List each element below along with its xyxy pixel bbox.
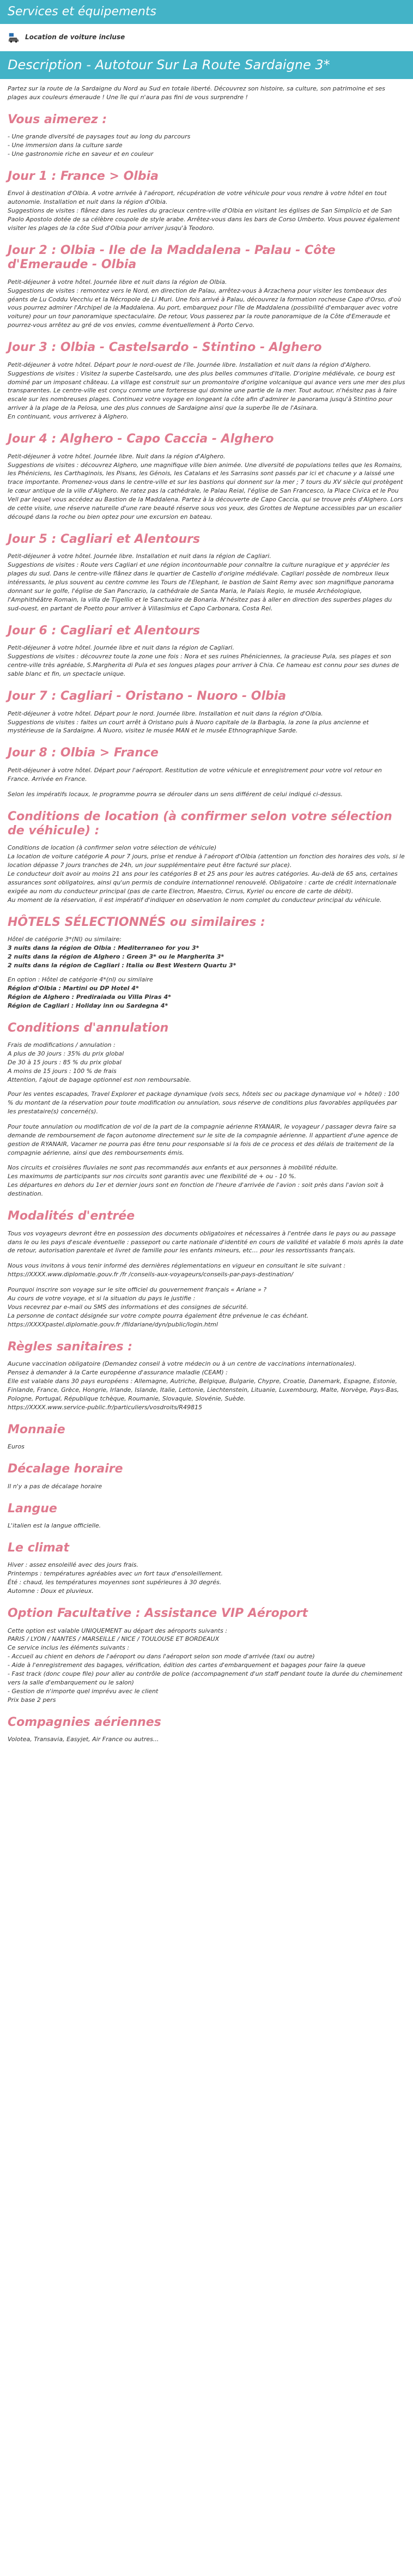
day-text: Petit-déjeuner à votre hôtel. Départ pour l'aéroport. Restitution de votre véhicule et enregistrement pour votre vol retour en France. Arrivée en France. [8,766,384,783]
cancellation-line: Attention, l'ajout de bagage optionnel est non remboursable. [8,1076,191,1083]
cancellation-fees [8,1041,405,1084]
hotels-option-list [8,975,405,1010]
hotel-line: En option : Hôtel de catégorie 4*(nl) ou similaire [8,976,153,984]
hotel-line: Région d'Olbia : Martini ou DP Hotel 4* [8,985,139,992]
cancellation-line: De 30 à 15 jours : 85 % du prix global [8,1059,122,1066]
assistance-title: Option Facultative : Assistance VIP Aéroport [8,1607,308,1621]
description-bar: Description - Autotour Sur La Route Sardaigne 3* [0,51,413,79]
sanitaires-para: Aucune vaccination obligatoire (Demandez conseil à votre médecin ou à un centre de vaccinations internationales). Pensez à demander à la Carte européenne d'assurance maladie (CEAM) : Elle est valable dans 30 pays européens : Allemagne, Autriche, Belgique, Bulgarie, Chypre, Croatie, Danemark, Espagne, Estonie, Finlande, France, Grèce, Hongrie, Irlande, Islande, Italie, Lettonie, Liechtenstein, Lituanie, Luxembourg, Malte, Norvège, Pays-Bas, Pologne, Portugal, République tchèque, Roumanie, Slovaquie, Slovénie, Suède. https://XXXX.www.service-public.fr/particuliers/vosdroits/R49815 [8,1360,399,1411]
day-text: Petit-déjeuner à votre hôtel. Journée libre et nuit dans la région de Cagliari. Suggestions de visites : découvrez toute la zone une fois : Nora et ses ruines Phéniciennes, la gracieuse Pula, ses plages et son centre-ville très agréable, S.Margherita di Pula et ses longues plages pour arriver à Chia. Ce hameau est connu pour ses dunes de sable blanc et fin, un spectacle unique. [8,644,399,678]
day-text: Petit-déjeuner à votre hôtel. Journée libre. Installation et nuit dans la région de Cagliari. Suggestions de visites : Route vers Cagliari et une région incontournable pour connaître la culture nuragique et y apprécier les plages du sud. Dans le centre-ville flânez dans le quartier de Castello d'origine médiévale. Cagliari possède de nombreux lieux intéressants, le plus souvent au centre comme les Tours de l'Elephant, le bastion de Saint Remy avec son magnifique panorama donnant sur le golfe, l'église de San Pancrazio, la cathédrale de Santa Maria, le Palais Regio, le musée Archéologique, l'Amphithéâtre Romain, la villa de Tigellio et le Sanctuaire de Bonaria. N'hésitez pas à aller en direction des superbes plages du sud-ouest, en partant de Poetto pour arriver à Villasimius et Capo Carbonara, Costa Rei. [8,553,394,613]
conditions-title: Conditions de location (à confirmer selon votre sélection de véhicule) : [8,809,392,838]
modalites-para: Nous vous invitons à vous tenir informé des dernières réglementations en vigueur en consultant le site suivant : https://XXXX.www.diplomatie.gouv.fr /fr /conseils-aux-voyageurs/conseils-par-pays-destination/ [8,1262,348,1278]
monnaie-title: Monnaie [8,1423,65,1437]
conditions-text: Conditions de location (à confirmer selon votre sélection de véhicule) La location de voiture catégorie A pour 7 jours, prise et rendue à l'aéroport d'Olbia (attention un fonction des horaires des vols, si le location dépasse 7 jours tranches de 24h, un jour supplémentaire peut être facturé sur place). Le conducteur doit avoir au moins 21 ans pour les catégories B et 25 ans pour les autres catégories. Au-delà de 65 ans, certaines assurances sont obligatoires, ainsi qu'un permis de conduire internationnel renouvelé. Obligatoire : carte de crédit internationale exigée au nom du conducteur principal (pas de carte Electron, Maestro, Cirrus, Kyriel ou encore de carte de débit). Au moment de la réservation, il est impératif d'indiquer en observation le nom complet du conducteur principal du véhicule. [8,844,405,904]
day-title: Jour 7 : Cagliari - Oristano - Nuoro - Olbia [8,689,287,704]
cancellation-line: A plus de 30 jours : 35% du prix global [8,1050,124,1058]
decalage-title: Décalage horaire [8,1462,123,1476]
service-item [0,24,413,51]
description-content [0,79,413,1759]
day-text: Petit-déjeuner à votre hôtel. Départ pour le nord-ouest de l'île. Journée libre. Installation et nuit dans la région d'Alghero. Suggestions de visites : Visitez la superbe Castelsardo, une des plus belles communes d'Italie. D'origine médiévale, ce bourg est dominé par un imposant château. La village est construit sur un promontoire d'origine volcanique qui avance vers une mer des plus transparentes. Le centre-ville est conçu comme une forteresse qui domine une partie de la mer. Tout autour, n'hésitez pas à faire escale sur les nombreuses plages. Continuez votre voyage en longeant la côte afin d'admirer le panorama jusqu'à Stintino pour arriver à la plage de la Pelosa, une des plus connues de Sardaigne ainsi que la superbe île de l'Asinara. En continuant, vous arriverez à Alghero. [8,361,405,421]
cancellation-para: Nos circuits et croisières fluviales ne sont pas recommandés aux enfants et aux personnes à mobilité réduite. Les maximums de participants sur nos circuits sont garantis avec une flexibilité de + ou - 10 %. Les départures en dehors du 1er et dernier jours sont en fonction de l'heure d'arrivée de l'avion : soit près dans l'avion soit à destination. [8,1164,384,1198]
climat-line: Printemps : températures agréables avec un fort taux d'ensoleillement. [8,1570,223,1578]
day-title: Jour 5 : Cagliari et Alentours [8,532,201,547]
climat-list [8,1561,405,1596]
hotel-line: 2 nuits dans la région de Cagliari : Italia ou Best Western Quartu 3* [8,962,236,969]
day-title: Jour 8 : Olbia > France [8,746,159,760]
assistance-para: Cette option est valable UNIQUEMENT au départ des aéroports suivants : PARIS / LYON / NANTES / MARSEILLE / NICE / TOULOUSE ET BORDEAUX Ce service inclus les éléments suivants : - Accueil au chient en dehors de l'aéroport ou dans l'aéroport selon son mode d'arrivée (taxi ou autre) - Aide à l'enregistrement des bagages, vérification, édition des cartes d'embarquement et bagages pour faire la queue - Fast track (donc coupe file) pour aller au contrôle de police (accompagnement d'un staff pendant toute la durée du cheminement vers la salle d'embarquement ou le salon) - Gestion de n'importe quel imprévu avec le client Prix base 2 pers [8,1627,403,1704]
day-text: Petit-déjeuner à votre hôtel. Journée libre. Nuit dans la région d'Alghero. Suggestions de visites : découvrez Alghero, une magnifique ville bien animée. Une diversité de populations telles que les Romains, les Phéniciens, les Carthaginois, les Pisans, les Génois, les Catalans et les Sarrasins sont passés par ici et chacune y a laissé une trace importante. Promenez-vous dans le centre-ville et sur les bastions qui donnent sur la mer ; 7 tours du XV siècle qui protègent le cœur antique de la ville d'Alghero. Ne ratez pas la cathédrale, le Palau Reial, l'église de San Francesco, la Place Civica et le Pou Vell par lequel vous accédez au Bastion de la Maddalena. Partez à la découverte de Capo Caccia, qui se trouve près d'Alghero. Lors de cette visite, une réserve naturelle d'une rare beauté réserve sous vos yeux, des Grottes de Neptune accessibles par un escalier découpé dans la roche ou bien optez pour une excursion en bateau. [8,452,403,521]
day-title: Jour 1 : France > Olbia [8,169,159,183]
service-item-label: Location de voiture incluse [25,33,125,41]
langue-title: Langue [8,1501,57,1516]
vous-aimerez-title: Vous aimerez : [8,112,107,126]
climat-title: Le climat [8,1541,70,1555]
cancellation-para: Pour les ventes escapades, Travel Explorer et package dynamique (vols secs, hôtels sec ou package dynamique vol + hôtel) : 100 % du montant de la réservation pour toute modification ou annulation, sous réserve de conditions plus favorables appliquées par les prestataire(s) concerné(s). [8,1090,402,1115]
sanitaires-title: Règles sanitaires : [8,1339,133,1354]
modalites-title: Modalités d'entrée [8,1209,135,1223]
modalites-para: Tous vos voyageurs devront être en possession des documents obligatoires et nécessaires à l'entrée dans le pays ou au passage dans le ou les pays d'escale éventuelle : passeport ou carte nationale d'identité en cours de validité et valable 6 mois après la date de retour, autorisation parentale et livret de famille pour les enfants mineurs, etc… pour les ressortissants français. [8,1229,405,1254]
day-title: Jour 3 : Olbia - Castelsardo - Stintino - Alghero [8,341,322,355]
hotel-line: 2 nuits dans la région de Alghero : Green 3* ou le Margherita 3* [8,953,224,961]
climat-line: Hiver : assez ensoleillé avec des jours frais. [8,1561,138,1569]
day-text: Envol à destination d'Olbia. A votre arrivée à l'aéroport, récupération de votre véhicule pour vous rendre à votre hôtel en tout autonomie. Installation et nuit dans la région d'Olbia. Suggestions de visites : flânez dans les ruelles du gracieux centre-ville d'Olbia en visitant les églises de San Simplicio et de San Paolo Apostolo dotée de sa célèbre coupole de style arabe. Arrêtez-vous dans les bars de Corso Umberto. Vous pouvez également visiter les plages de la côte Sud d'Olbia pour arriver jusqu'à Teodoro. [8,190,400,232]
car-rental-icon [8,32,20,44]
intro-text: Partez sur la route de la Sardaigne du Nord au Sud en totale liberté. Découvrez son histoire, sa culture, son patrimoine et ses plages aux couleurs émeraude ! Une île qui n'aura pas fini de vous surprendre ! [8,84,385,101]
climat-line: Été : chaud, les températures moyennes sont supérieures à 30 degrés. [8,1579,222,1586]
langue-text: L'italien est la langue officielle. [8,1522,101,1530]
hotels-list [8,935,405,970]
services-bar: Services et équipements [0,0,413,24]
hotel-line: Hôtel de catégorie 3*(NI) ou similaire: [8,936,122,943]
monnaie-text: Euros [8,1443,25,1451]
climat-line: Automne : Doux et pluvieux. [8,1587,94,1595]
program-note: Selon les impératifs locaux, le programme pourra se dérouler dans un sens différent de celui indiqué ci-dessus. [8,790,343,798]
hotel-line: Région de Cagliari : Holiday inn ou Sardegna 4* [8,1002,168,1009]
compagnies-title: Compagnies aériennes [8,1715,161,1729]
decalage-text: Il n'y a pas de décalage horaire [8,1482,102,1490]
hotel-line: Région de Alghero : Prediraiada ou Villa Piras 4* [8,993,171,1001]
cancellation-para: Pour toute annulation ou modification de vol de la part de la compagnie aérienne RYANAIR, le voyageur / passager devra faire sa demande de remboursement de façon autonome directement sur le site de la compagnie aérienne. Il appartient d'une agence de gestion de RYANAIR, Vacamer ne pourra pas être tenu pour responsable si la fois de ce process et des délais de traitement de la compagnie aérienne, ainsi que des remboursements émis. [8,1123,400,1156]
cancellation-line: A moins de 15 jours : 100 % de frais [8,1068,117,1075]
modalites-para: Pourquoi inscrire son voyage sur le site officiel du gouvernement français « Ariane » ? Au cours de votre voyage, et si la situation du pays le justifie : Vous recevrez par e-mail ou SMS des informations et des consignes de sécurité. La personne de contact désignée sur votre compte pourra également être prévenue le cas échéant. https://XXXXpastel.diplomatie.gouv.fr /fildariane/dyn/public/login.html [8,1286,309,1329]
day-title: Jour 4 : Alghero - Capo Caccia - Alghero [8,432,274,446]
hotel-line: 3 nuits dans la région de Olbia : Mediterraneo for you 3* [8,944,199,952]
cancellation-title: Conditions d'annulation [8,1021,169,1035]
day-title: Jour 2 : Olbia - Ile de la Maddalena - Palau - Côte d'Emeraude - Olbia [8,243,336,272]
list-item: - Une grande diversité de paysages tout au long du parcours [8,132,191,140]
compagnies-text: Volotea, Transavia, Easyjet, Air France ou autres... [8,1736,159,1743]
hotels-title: HÔTELS SÉLECTIONNÉS ou similaires : [8,915,265,929]
day-text: Petit-déjeuner à votre hôtel. Journée libre et nuit dans la région de Olbia. Suggestions de visites : remontez vers le Nord, en direction de Palau, arrêtez-vous à Arzachena pour visiter les tombeaux des géants de Lu Coddu Vecchiu et la Nécropole de Li Muri. Une fois arrivé à Palau, découvrez la formation rocheuse Capo d'Orso, d'où vous pourrez admirer l'Archipel de la Maddalena. Au port, embarquez pour l'île de Maddalena (possibilité d'embarquer avec votre voiture) pour un tour panoramique spectaculaire. De retour, Vous passerez par la route panoramique de la Côte d'Emeraude et pourrez-vous arrêtez au gré de vos envies, comme éventuellement à Porto Cervo. [8,278,402,329]
list-item: - Une gastronomie riche en saveur et en couleur [8,150,154,157]
vous-aimerez-list [8,132,405,159]
day-title: Jour 6 : Cagliari et Alentours [8,624,201,638]
cancellation-line: Frais de modifications / annulation : [8,1041,116,1049]
list-item: - Une immersion dans la culture sarde [8,141,123,149]
day-text: Petit-déjeuner à votre hôtel. Départ pour le nord. Journée libre. Installation et nuit dans la région d'Olbia. Suggestions de visites : faites un court arrêt à Oristano puis à Nuoro capitale de la Barbagia, la zone la plus ancienne et mystérieuse de la Sardaigne. À Nuoro, visitez le musée MAN et le musée Ethnographique Sarde. [8,710,369,735]
